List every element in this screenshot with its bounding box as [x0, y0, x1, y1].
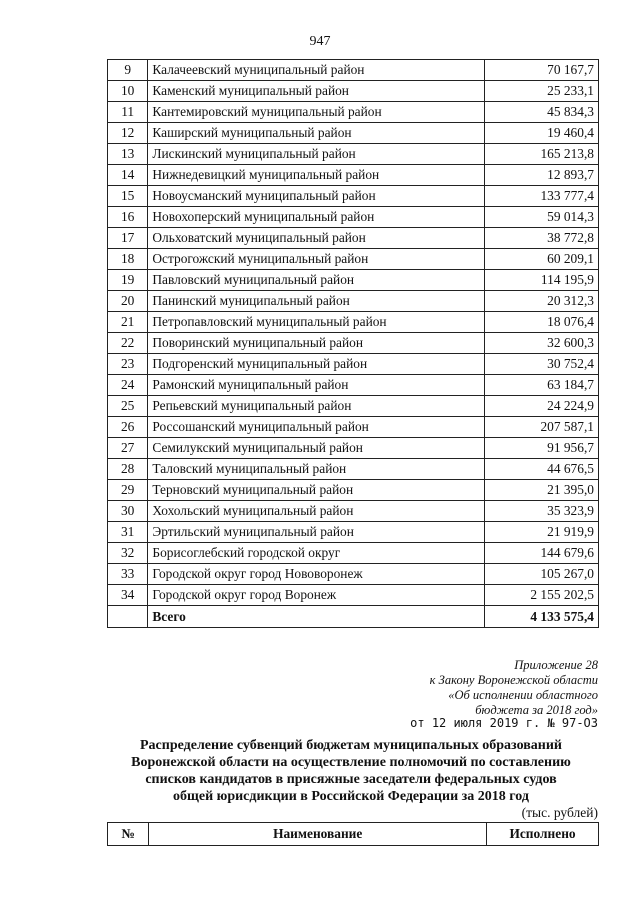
row-value: 18 076,4 [485, 312, 599, 333]
row-number: 11 [108, 102, 148, 123]
table-row [108, 564, 599, 585]
row-value: 38 772,8 [485, 228, 599, 249]
table-row [108, 270, 599, 291]
row-number: 14 [108, 165, 148, 186]
row-value: 91 956,7 [485, 438, 599, 459]
table-row [108, 585, 599, 606]
row-number: 23 [108, 354, 148, 375]
row-value: 30 752,4 [485, 354, 599, 375]
appendix-note [430, 658, 598, 718]
row-value: 2 155 202,5 [485, 585, 599, 606]
total-value: 4 133 575,4 [485, 606, 599, 628]
row-name: Репьевский муниципальный район [148, 396, 485, 417]
row-number: 10 [108, 81, 148, 102]
row-value: 207 587,1 [485, 417, 599, 438]
row-number: 33 [108, 564, 148, 585]
appendix-date-stamp: от 12 июля 2019 г. № 97-ОЗ [410, 716, 598, 730]
budget-table [107, 59, 599, 628]
row-number: 21 [108, 312, 148, 333]
table-row [108, 60, 599, 81]
row-number: 12 [108, 123, 148, 144]
appendix-line: «Об исполнении областного [448, 688, 598, 702]
row-number: 9 [108, 60, 148, 81]
row-number: 32 [108, 543, 148, 564]
row-value: 70 167,7 [485, 60, 599, 81]
total-row [108, 606, 599, 628]
heading-line: Распределение субвенций бюджетам муниципальных образований [140, 738, 562, 753]
header-name: Наименование [149, 823, 487, 846]
row-value: 63 184,7 [485, 375, 599, 396]
appendix-line: Приложение 28 [514, 658, 598, 672]
table-row [108, 207, 599, 228]
row-number: 34 [108, 585, 148, 606]
row-name: Панинский муниципальный район [148, 291, 485, 312]
total-num-cell [108, 606, 148, 628]
row-name: Городской округ город Нововоронеж [148, 564, 485, 585]
row-name: Кантемировский муниципальный район [148, 102, 485, 123]
row-name: Новоусманский муниципальный район [148, 186, 485, 207]
table-row [108, 354, 599, 375]
row-name: Таловский муниципальный район [148, 459, 485, 480]
row-number: 29 [108, 480, 148, 501]
table-row [108, 543, 599, 564]
table-row [108, 417, 599, 438]
row-value: 35 323,9 [485, 501, 599, 522]
row-value: 21 919,9 [485, 522, 599, 543]
table-row [108, 501, 599, 522]
table-row [108, 165, 599, 186]
row-name: Нижнедевицкий муниципальный район [148, 165, 485, 186]
row-name: Хохольский муниципальный район [148, 501, 485, 522]
row-value: 133 777,4 [485, 186, 599, 207]
row-number: 22 [108, 333, 148, 354]
row-name: Семилукский муниципальный район [148, 438, 485, 459]
heading-line: общей юрисдикции в Российской Федерации за 2018 год [173, 789, 529, 804]
row-value: 114 195,9 [485, 270, 599, 291]
page-number: 947 [309, 34, 331, 49]
table-row [108, 333, 599, 354]
row-name: Рамонский муниципальный район [148, 375, 485, 396]
table-row [108, 459, 599, 480]
row-value: 165 213,8 [485, 144, 599, 165]
header-table [107, 822, 599, 846]
row-number: 18 [108, 249, 148, 270]
row-number: 24 [108, 375, 148, 396]
row-name: Каширский муниципальный район [148, 123, 485, 144]
row-name: Ольховатский муниципальный район [148, 228, 485, 249]
row-name: Эртильский муниципальный район [148, 522, 485, 543]
row-number: 20 [108, 291, 148, 312]
row-value: 59 014,3 [485, 207, 599, 228]
table-row [108, 186, 599, 207]
table-row [108, 102, 599, 123]
row-value: 24 224,9 [485, 396, 599, 417]
row-value: 25 233,1 [485, 81, 599, 102]
row-name: Новохоперский муниципальный район [148, 207, 485, 228]
row-name: Калачеевский муниципальный район [148, 60, 485, 81]
row-value: 21 395,0 [485, 480, 599, 501]
header-value: Исполнено [487, 823, 599, 846]
row-name: Павловский муниципальный район [148, 270, 485, 291]
row-number: 28 [108, 459, 148, 480]
table-row [108, 438, 599, 459]
row-value: 45 834,3 [485, 102, 599, 123]
row-name: Петропавловский муниципальный район [148, 312, 485, 333]
row-value: 60 209,1 [485, 249, 599, 270]
table-row [108, 312, 599, 333]
row-value: 32 600,3 [485, 333, 599, 354]
row-name: Терновский муниципальный район [148, 480, 485, 501]
row-value: 105 267,0 [485, 564, 599, 585]
total-label: Всего [148, 606, 485, 628]
row-name: Городской округ город Воронеж [148, 585, 485, 606]
row-number: 16 [108, 207, 148, 228]
table-row [108, 81, 599, 102]
row-value: 144 679,6 [485, 543, 599, 564]
row-value: 19 460,4 [485, 123, 599, 144]
table-row [108, 144, 599, 165]
row-number: 17 [108, 228, 148, 249]
table-row [108, 249, 599, 270]
row-value: 12 893,7 [485, 165, 599, 186]
header-num: № [108, 823, 149, 846]
row-number: 30 [108, 501, 148, 522]
heading-line: Воронежской области на осуществление полномочий по составлению [131, 755, 571, 770]
row-value: 20 312,3 [485, 291, 599, 312]
table-row [108, 375, 599, 396]
table-row [108, 522, 599, 543]
row-name: Подгоренский муниципальный район [148, 354, 485, 375]
row-number: 13 [108, 144, 148, 165]
section-heading [0, 737, 640, 805]
row-value: 44 676,5 [485, 459, 599, 480]
row-number: 25 [108, 396, 148, 417]
row-number: 31 [108, 522, 148, 543]
heading-line: списков кандидатов в присяжные заседатели федеральных судов [145, 772, 557, 787]
table-row [108, 123, 599, 144]
appendix-line: к Закону Воронежской области [429, 673, 598, 687]
row-name: Россошанский муниципальный район [148, 417, 485, 438]
row-number: 26 [108, 417, 148, 438]
row-name: Борисоглебский городской округ [148, 543, 485, 564]
row-name: Лискинский муниципальный район [148, 144, 485, 165]
table-row [108, 291, 599, 312]
row-number: 19 [108, 270, 148, 291]
row-name: Каменский муниципальный район [148, 81, 485, 102]
table-row [108, 228, 599, 249]
table-row [108, 480, 599, 501]
table-row [108, 396, 599, 417]
row-name: Поворинский муниципальный район [148, 333, 485, 354]
units-label: (тыс. рублей) [521, 805, 598, 820]
row-number: 15 [108, 186, 148, 207]
row-number: 27 [108, 438, 148, 459]
row-name: Острогожский муниципальный район [148, 249, 485, 270]
appendix-line: бюджета за 2018 год» [475, 703, 598, 717]
header-row [108, 823, 599, 846]
